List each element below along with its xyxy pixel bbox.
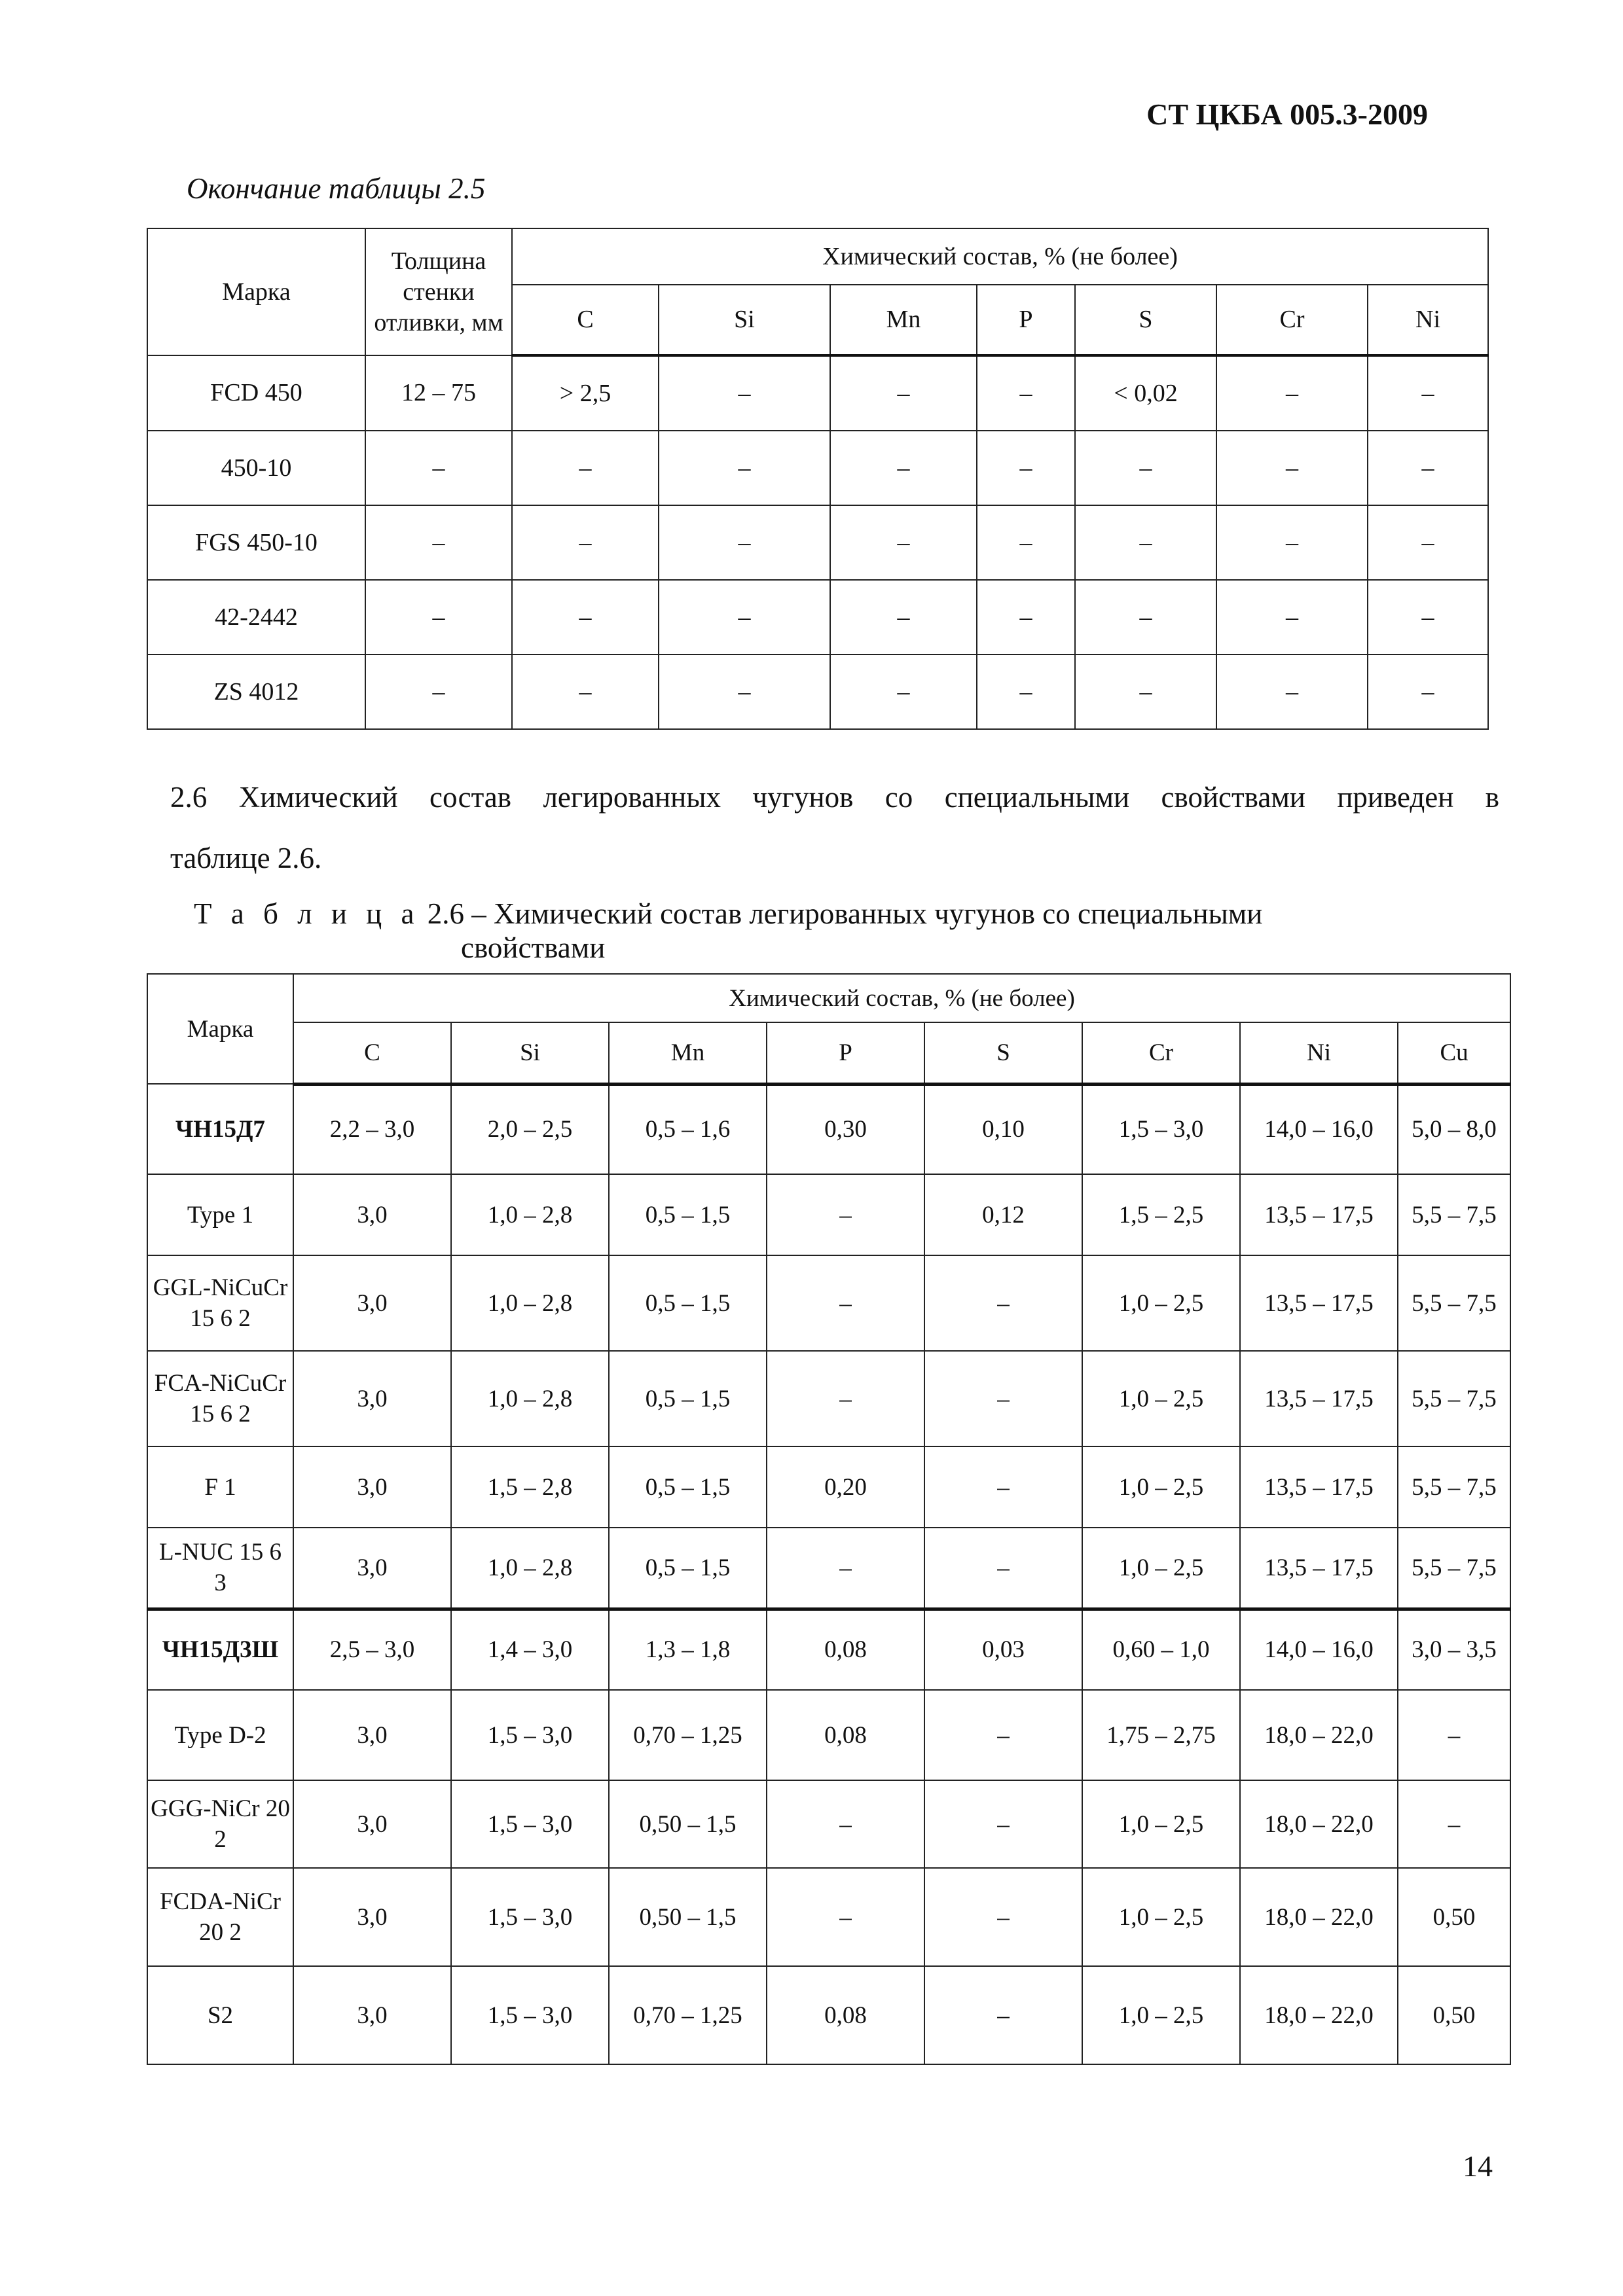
value-cell: 1,5 – 3,0 xyxy=(451,1780,609,1868)
mark-cell: ЧН15Д3Ш xyxy=(147,1609,293,1690)
value-cell: 2,0 – 2,5 xyxy=(451,1084,609,1174)
page-number: 14 xyxy=(1463,2149,1493,2183)
column-header-c: C xyxy=(512,285,659,355)
value-cell: – xyxy=(365,505,512,580)
value-cell: – xyxy=(830,655,977,729)
value-cell: 5,5 – 7,5 xyxy=(1398,1351,1510,1446)
value-cell: 1,5 – 3,0 xyxy=(451,1690,609,1780)
table-word: Т а б л и ц а xyxy=(194,897,420,930)
value-cell: – xyxy=(767,1255,924,1351)
value-cell: 3,0 xyxy=(293,1174,451,1255)
table-row xyxy=(147,1351,1510,1446)
value-cell: 14,0 – 16,0 xyxy=(1240,1084,1398,1174)
value-cell: – xyxy=(924,1868,1082,1966)
value-cell: – xyxy=(977,505,1075,580)
value-cell: 0,60 – 1,0 xyxy=(1082,1609,1240,1690)
value-cell: – xyxy=(1075,580,1216,655)
value-cell: – xyxy=(659,655,830,729)
value-cell: 5,0 – 8,0 xyxy=(1398,1084,1510,1174)
mark-cell: GGG-NiCr 20 2 xyxy=(147,1780,293,1868)
value-cell: – xyxy=(977,655,1075,729)
value-cell: 2,2 – 3,0 xyxy=(293,1084,451,1174)
value-cell: 0,08 xyxy=(767,1690,924,1780)
value-cell: – xyxy=(1075,655,1216,729)
value-cell: 3,0 xyxy=(293,1255,451,1351)
value-cell: – xyxy=(1368,431,1488,505)
column-header-s: S xyxy=(1075,285,1216,355)
value-cell: 0,30 xyxy=(767,1084,924,1174)
value-cell: – xyxy=(924,1528,1082,1609)
table-row xyxy=(147,655,1488,729)
table-row xyxy=(147,505,1488,580)
value-cell: – xyxy=(977,431,1075,505)
value-cell: 1,4 – 3,0 xyxy=(451,1609,609,1690)
value-cell: – xyxy=(924,1446,1082,1528)
value-cell: – xyxy=(977,580,1075,655)
value-cell: 5,5 – 7,5 xyxy=(1398,1446,1510,1528)
table-row xyxy=(147,1780,1510,1868)
value-cell: 0,20 xyxy=(767,1446,924,1528)
value-cell: – xyxy=(1216,655,1368,729)
value-cell: 5,5 – 7,5 xyxy=(1398,1174,1510,1255)
value-cell: 5,5 – 7,5 xyxy=(1398,1528,1510,1609)
value-cell: – xyxy=(365,580,512,655)
table-row xyxy=(147,580,1488,655)
value-cell: – xyxy=(830,580,977,655)
value-cell: – xyxy=(924,1351,1082,1446)
column-header-mark: Марка xyxy=(147,974,293,1084)
value-cell: 1,0 – 2,8 xyxy=(451,1351,609,1446)
value-cell: 1,0 – 2,8 xyxy=(451,1255,609,1351)
value-cell: 0,12 xyxy=(924,1174,1082,1255)
value-cell: – xyxy=(767,1528,924,1609)
value-cell: 0,08 xyxy=(767,1966,924,2064)
value-cell: 1,0 – 2,8 xyxy=(451,1528,609,1609)
value-cell: 1,0 – 2,5 xyxy=(1082,1255,1240,1351)
value-cell: – xyxy=(1075,431,1216,505)
value-cell: 1,75 – 2,75 xyxy=(1082,1690,1240,1780)
value-cell: 13,5 – 17,5 xyxy=(1240,1255,1398,1351)
table-row xyxy=(147,431,1488,505)
value-cell: 0,5 – 1,5 xyxy=(609,1528,767,1609)
value-cell: 0,70 – 1,25 xyxy=(609,1690,767,1780)
value-cell: – xyxy=(1398,1690,1510,1780)
value-cell: 0,50 – 1,5 xyxy=(609,1868,767,1966)
column-header-mark: Марка xyxy=(147,228,365,355)
value-cell: 3,0 xyxy=(293,1446,451,1528)
value-cell: – xyxy=(924,1966,1082,2064)
value-cell: 1,5 – 3,0 xyxy=(451,1966,609,2064)
column-header-si: Si xyxy=(451,1022,609,1084)
value-cell: – xyxy=(1216,505,1368,580)
mark-cell: L-NUC 15 6 3 xyxy=(147,1528,293,1609)
value-cell: – xyxy=(1398,1780,1510,1868)
value-cell: – xyxy=(659,505,830,580)
mark-cell: F 1 xyxy=(147,1446,293,1528)
value-cell: < 0,02 xyxy=(1075,355,1216,431)
value-cell: – xyxy=(1216,580,1368,655)
value-cell: 1,5 – 2,5 xyxy=(1082,1174,1240,1255)
mark-cell: 42-2442 xyxy=(147,580,365,655)
mark-cell: FGS 450-10 xyxy=(147,505,365,580)
value-cell: – xyxy=(767,1868,924,1966)
value-cell: 13,5 – 17,5 xyxy=(1240,1351,1398,1446)
column-header-s: S xyxy=(924,1022,1082,1084)
table-row xyxy=(147,1084,1510,1174)
value-cell: 1,0 – 2,5 xyxy=(1082,1868,1240,1966)
value-cell: 1,5 – 3,0 xyxy=(451,1868,609,1966)
mark-cell: S2 xyxy=(147,1966,293,2064)
table-title-line2: свойствами xyxy=(461,931,606,964)
paragraph-2-6-continued: таблице 2.6. xyxy=(170,842,322,874)
value-cell: – xyxy=(1075,505,1216,580)
value-cell: 1,3 – 1,8 xyxy=(609,1609,767,1690)
column-header-p: P xyxy=(767,1022,924,1084)
value-cell: 3,0 xyxy=(293,1966,451,2064)
value-cell: – xyxy=(1368,655,1488,729)
value-cell: 13,5 – 17,5 xyxy=(1240,1446,1398,1528)
value-cell: – xyxy=(767,1351,924,1446)
value-cell: – xyxy=(659,580,830,655)
value-cell: 1,0 – 2,5 xyxy=(1082,1966,1240,2064)
value-cell: – xyxy=(512,505,659,580)
table-row xyxy=(147,1868,1510,1966)
value-cell: – xyxy=(977,355,1075,431)
value-cell: 2,5 – 3,0 xyxy=(293,1609,451,1690)
value-cell: 1,5 – 3,0 xyxy=(1082,1084,1240,1174)
column-header-thickness: Толщина стенки отливки, мм xyxy=(365,228,512,355)
column-header-mn: Mn xyxy=(609,1022,767,1084)
value-cell: – xyxy=(1368,355,1488,431)
table-title-text: 2.6 – Химический состав легированных чугунов со специальными xyxy=(427,897,1263,930)
value-cell: 3,0 xyxy=(293,1868,451,1966)
table-row xyxy=(147,1966,1510,2064)
document-code: СТ ЦКБА 005.3-2009 xyxy=(1146,98,1428,131)
value-cell: 1,0 – 2,5 xyxy=(1082,1446,1240,1528)
table-row xyxy=(147,1446,1510,1528)
value-cell: 5,5 – 7,5 xyxy=(1398,1255,1510,1351)
value-cell: – xyxy=(767,1780,924,1868)
table-row xyxy=(147,1255,1510,1351)
value-cell: 18,0 – 22,0 xyxy=(1240,1690,1398,1780)
mark-cell: FCA-NiCuCr 15 6 2 xyxy=(147,1351,293,1446)
value-cell: 3,0 xyxy=(293,1690,451,1780)
table-row xyxy=(147,1609,1510,1690)
column-group-header: Химический состав, % (не более) xyxy=(293,974,1510,1022)
column-group-header: Химический состав, % (не более) xyxy=(512,228,1488,285)
value-cell: 0,50 xyxy=(1398,1966,1510,2064)
value-cell: 0,5 – 1,5 xyxy=(609,1255,767,1351)
value-cell: 0,70 – 1,25 xyxy=(609,1966,767,2064)
mark-cell: FCD 450 xyxy=(147,355,365,431)
value-cell: 0,5 – 1,5 xyxy=(609,1446,767,1528)
value-cell: – xyxy=(924,1690,1082,1780)
table-2-6 xyxy=(147,973,1511,2065)
table-row xyxy=(147,355,1488,431)
value-cell: – xyxy=(924,1780,1082,1868)
value-cell: 1,5 – 2,8 xyxy=(451,1446,609,1528)
table-2-6-title xyxy=(194,897,1262,965)
value-cell: – xyxy=(1216,431,1368,505)
value-cell: 3,0 xyxy=(293,1780,451,1868)
value-cell: 0,5 – 1,5 xyxy=(609,1174,767,1255)
value-cell: – xyxy=(1216,355,1368,431)
value-cell: – xyxy=(512,655,659,729)
column-header-cr: Cr xyxy=(1082,1022,1240,1084)
value-cell: 13,5 – 17,5 xyxy=(1240,1528,1398,1609)
value-cell: – xyxy=(365,655,512,729)
value-cell: – xyxy=(512,580,659,655)
column-header-ni: Ni xyxy=(1368,285,1488,355)
column-header-ni: Ni xyxy=(1240,1022,1398,1084)
value-cell: 0,03 xyxy=(924,1609,1082,1690)
column-header-cr: Cr xyxy=(1216,285,1368,355)
table-2-5-body xyxy=(147,355,1488,729)
column-header-c: C xyxy=(293,1022,451,1084)
value-cell: – xyxy=(659,355,830,431)
paragraph-2-6: 2.6 Химический состав легированных чугунов со специальными свойствами приведен в xyxy=(170,781,1499,814)
value-cell: 14,0 – 16,0 xyxy=(1240,1609,1398,1690)
value-cell: 0,50 – 1,5 xyxy=(609,1780,767,1868)
value-cell: 0,10 xyxy=(924,1084,1082,1174)
table-row xyxy=(147,1528,1510,1609)
value-cell: – xyxy=(659,431,830,505)
mark-cell: Type D-2 xyxy=(147,1690,293,1780)
value-cell: 3,0 xyxy=(293,1528,451,1609)
column-header-p: P xyxy=(977,285,1075,355)
mark-cell: 450-10 xyxy=(147,431,365,505)
value-cell: 3,0 xyxy=(293,1351,451,1446)
value-cell: 1,0 – 2,8 xyxy=(451,1174,609,1255)
table-continuation-caption: Окончание таблицы 2.5 xyxy=(187,172,486,205)
value-cell: – xyxy=(830,431,977,505)
column-header-si: Si xyxy=(659,285,830,355)
value-cell: 18,0 – 22,0 xyxy=(1240,1868,1398,1966)
value-cell: – xyxy=(830,355,977,431)
value-cell: 0,5 – 1,6 xyxy=(609,1084,767,1174)
value-cell: – xyxy=(365,431,512,505)
value-cell: – xyxy=(830,505,977,580)
table-row xyxy=(147,1690,1510,1780)
value-cell: 18,0 – 22,0 xyxy=(1240,1780,1398,1868)
mark-cell: ЧН15Д7 xyxy=(147,1084,293,1174)
value-cell: – xyxy=(512,431,659,505)
value-cell: 12 – 75 xyxy=(365,355,512,431)
mark-cell: GGL-NiCuCr 15 6 2 xyxy=(147,1255,293,1351)
value-cell: – xyxy=(924,1255,1082,1351)
value-cell: 0,50 xyxy=(1398,1868,1510,1966)
value-cell: > 2,5 xyxy=(512,355,659,431)
table-row xyxy=(147,1174,1510,1255)
value-cell: 0,5 – 1,5 xyxy=(609,1351,767,1446)
value-cell: 3,0 – 3,5 xyxy=(1398,1609,1510,1690)
value-cell: 1,0 – 2,5 xyxy=(1082,1528,1240,1609)
value-cell: – xyxy=(767,1174,924,1255)
value-cell: 1,0 – 2,5 xyxy=(1082,1351,1240,1446)
value-cell: – xyxy=(1368,505,1488,580)
value-cell: 0,08 xyxy=(767,1609,924,1690)
value-cell: 13,5 – 17,5 xyxy=(1240,1174,1398,1255)
value-cell: – xyxy=(1368,580,1488,655)
mark-cell: ZS 4012 xyxy=(147,655,365,729)
column-header-mn: Mn xyxy=(830,285,977,355)
value-cell: 18,0 – 22,0 xyxy=(1240,1966,1398,2064)
column-header-cu: Cu xyxy=(1398,1022,1510,1084)
mark-cell: FCDA-NiCr 20 2 xyxy=(147,1868,293,1966)
value-cell: 1,0 – 2,5 xyxy=(1082,1780,1240,1868)
table-2-5 xyxy=(147,228,1489,730)
mark-cell: Type 1 xyxy=(147,1174,293,1255)
table-2-6-body xyxy=(147,1084,1510,2064)
